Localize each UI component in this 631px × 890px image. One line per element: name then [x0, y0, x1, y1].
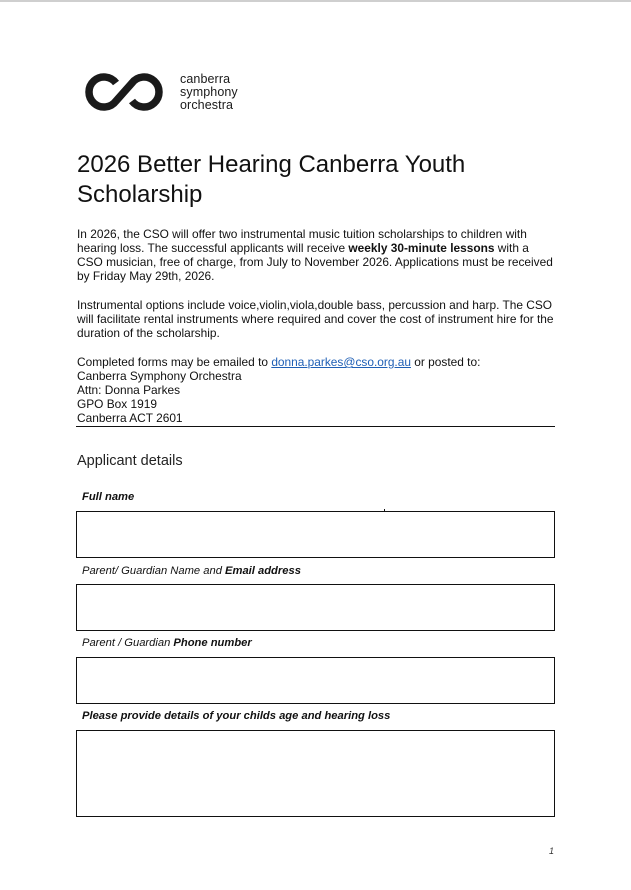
- intro-text: with a CSO musician, free of charge, from July to November 2026. Applications must be received by Friday May 29th, 2026.: [77, 241, 553, 284]
- label-text: Email address: [225, 565, 301, 577]
- hearing-details-field[interactable]: [76, 730, 555, 817]
- guardian-phone-label: [82, 637, 252, 649]
- logo-line: canberra: [180, 71, 231, 86]
- label-text: Parent / Guardian: [82, 637, 174, 649]
- address-line: GPO Box 1919: [77, 397, 157, 412]
- label-text: Full name: [82, 491, 135, 503]
- page-number: 1: [549, 846, 555, 856]
- intro-paragraph: [77, 227, 557, 283]
- address-line: Canberra Symphony Orchestra: [77, 369, 242, 384]
- submission-prefix: Completed forms may be emailed to: [77, 355, 272, 369]
- email-link[interactable]: donna.parkes@cso.org.au: [271, 355, 411, 369]
- address-line: Canberra ACT 2601: [77, 411, 183, 426]
- cso-logo: [81, 71, 238, 113]
- logo-line: symphony: [180, 84, 238, 99]
- guardian-email-label: [82, 565, 301, 577]
- cso-infinity-logo-icon: [81, 71, 167, 113]
- section-divider: [76, 426, 555, 427]
- submission-paragraph: [77, 355, 557, 425]
- guardian-phone-field[interactable]: [76, 657, 555, 704]
- label-text: Phone number: [173, 637, 252, 649]
- hearing-details-label: [82, 710, 390, 722]
- full-name-label: [82, 491, 134, 503]
- full-name-field[interactable]: [76, 511, 555, 558]
- logo-wordmark: [180, 73, 238, 112]
- intro-bold-text: weekly 30-minute lessons: [348, 241, 495, 256]
- document-title: 2026 Better Hearing Canberra Youth Scholarship: [77, 151, 466, 208]
- submission-suffix: or posted to:: [410, 355, 481, 369]
- intro-text: In 2026, the CSO will offer two instrumental music tuition scholarships to children with hearing loss. The successful applicants will receive: [77, 227, 527, 256]
- label-text: Please provide details of your childs age and hearing loss: [82, 710, 391, 722]
- logo-line: orchestra: [180, 97, 234, 112]
- guardian-email-field[interactable]: [76, 584, 555, 631]
- instruments-paragraph: Instrumental options include voice,violin,viola,double bass, percussion and harp. The CSO will facilitate rental instruments where required and cover the cost of instrument hire for the duration of the scholarship.: [77, 298, 554, 341]
- address-line: Attn: Donna Parkes: [77, 383, 181, 398]
- section-heading: Applicant details: [77, 453, 183, 469]
- label-text: Parent/ Guardian Name and: [82, 565, 226, 577]
